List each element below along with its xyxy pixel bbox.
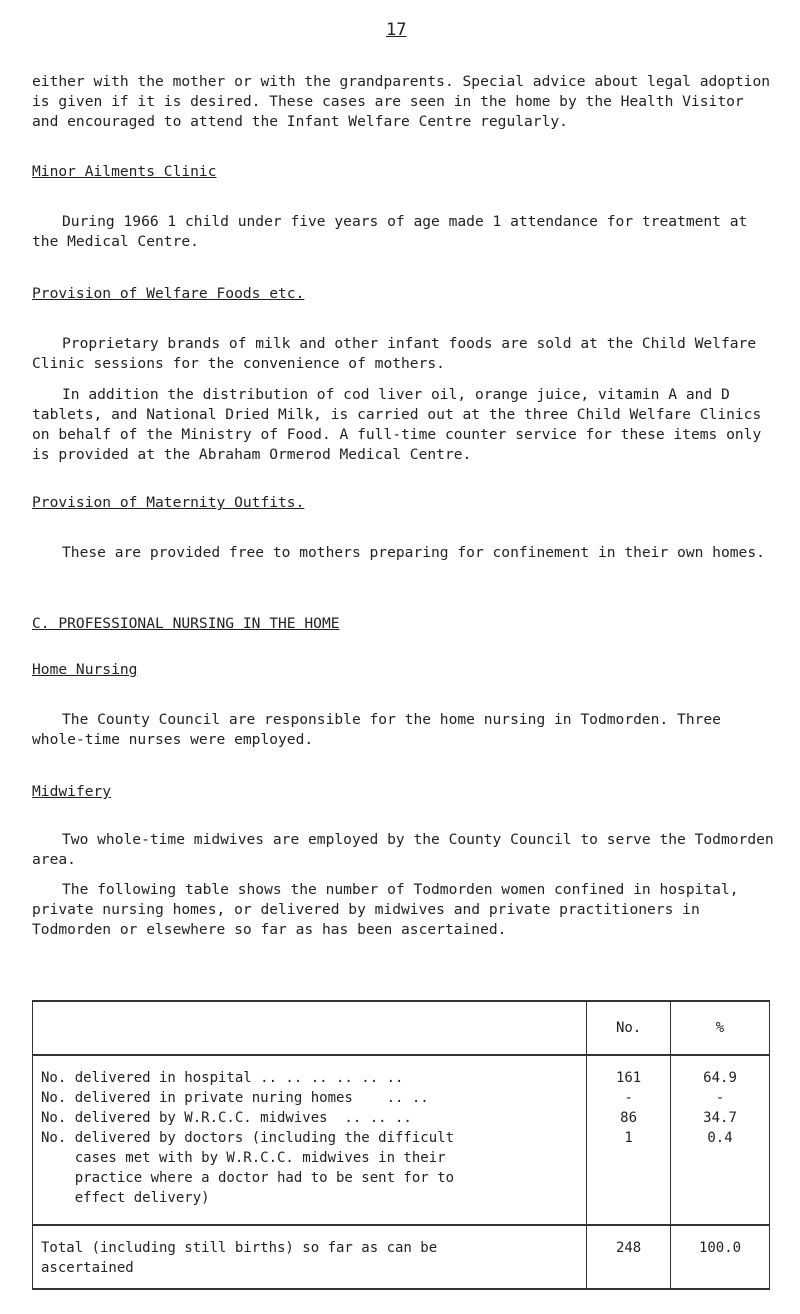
table-header-percent: % — [671, 1001, 770, 1055]
total-percent — [671, 1225, 770, 1289]
row-percent: 34.7 — [703, 1110, 737, 1126]
row-number: 1 — [624, 1130, 633, 1146]
page-number: 17 — [386, 20, 407, 40]
paragraph-home-nursing: The County Council are responsible for the home nursing in Todmorden. Three whole-time nurses were employed. — [32, 711, 730, 748]
row-number: - — [624, 1090, 633, 1106]
total-number-value: 248 — [615, 1240, 642, 1256]
total-percent-value: 100.0 — [698, 1240, 742, 1256]
table-total-row — [33, 1225, 770, 1289]
confinement-table — [32, 1000, 770, 1290]
total-number — [587, 1225, 671, 1289]
total-description — [33, 1225, 587, 1289]
table-percents — [671, 1055, 770, 1225]
row-percent: - — [715, 1090, 725, 1106]
heading-welfare-foods: Provision of Welfare Foods etc. — [32, 285, 305, 302]
row-label: No. delivered in private nuring homes .. .. — [41, 1090, 429, 1106]
paragraph-adoption: either with the mother or with the grandparents. Special advice about legal adoption is given if it is desired. These cases are seen in the home by the Health Visitor and encouraged to attend the Infant Welfare Centre regularly. — [32, 73, 779, 130]
row-number: 161 — [615, 1070, 642, 1086]
paragraph-minor-ailments: During 1966 1 child under five years of age made 1 attendance for treatment at the Medical Centre. — [32, 213, 757, 250]
table-descriptions — [33, 1055, 587, 1225]
paragraph-table-intro: The following table shows the number of Todmorden women confined in hospital, private nursing homes, or delivered by midwives and private practitioners in Todmorden or elsewhere so far as has been ascertained. — [32, 881, 748, 938]
row-label-continued: cases met with by W.R.C.C. midwives in their — [41, 1150, 446, 1166]
paragraph-maternity-outfits: These are provided free to mothers preparing for confinement in their own homes. — [62, 544, 765, 561]
row-percent: 0.4 — [707, 1130, 733, 1146]
row-label: No. delivered by doctors (including the difficult — [41, 1130, 455, 1146]
row-number: 86 — [620, 1110, 638, 1126]
row-label-continued: effect delivery) — [41, 1190, 210, 1206]
row-percent: 64.9 — [703, 1070, 737, 1086]
heading-minor-ailments: Minor Ailments Clinic — [32, 163, 217, 180]
heading-professional-nursing: C. PROFESSIONAL NURSING IN THE HOME — [32, 615, 340, 632]
table-numbers — [587, 1055, 671, 1225]
row-label: No. delivered by W.R.C.C. midwives .. .. .. — [41, 1110, 412, 1126]
row-label: No. delivered in hospital .. .. .. .. .. .. — [41, 1070, 404, 1086]
paragraph-distribution: In addition the distribution of cod liver oil, orange juice, vitamin A and D tablets, and National Dried Milk, is carried out at the three Child Welfare Clinics on behalf of the Ministry of Food. A full-time counter service for these items only is provided at the Abraham Ormerod Medical Centre. — [32, 386, 771, 463]
table-header-row — [33, 1001, 770, 1055]
heading-maternity-outfits: Provision of Maternity Outfits. — [32, 494, 305, 511]
table-body-row — [33, 1055, 770, 1225]
total-label-continued: ascertained — [41, 1260, 134, 1276]
paragraph-proprietary-brands: Proprietary brands of milk and other infant foods are sold at the Child Welfare Clinic sessions for the convenience of mothers. — [32, 335, 765, 372]
heading-midwifery: Midwifery — [32, 783, 112, 800]
table-header-number: No. — [587, 1001, 671, 1055]
paragraph-midwives: Two whole-time midwives are employed by the County Council to serve the Todmorden area. — [32, 831, 783, 868]
total-label: Total (including still births) so far as can be — [41, 1240, 438, 1256]
row-label-continued: practice where a doctor had to be sent for to — [41, 1170, 455, 1186]
table-header-description — [33, 1001, 587, 1055]
heading-home-nursing: Home Nursing — [32, 661, 138, 678]
